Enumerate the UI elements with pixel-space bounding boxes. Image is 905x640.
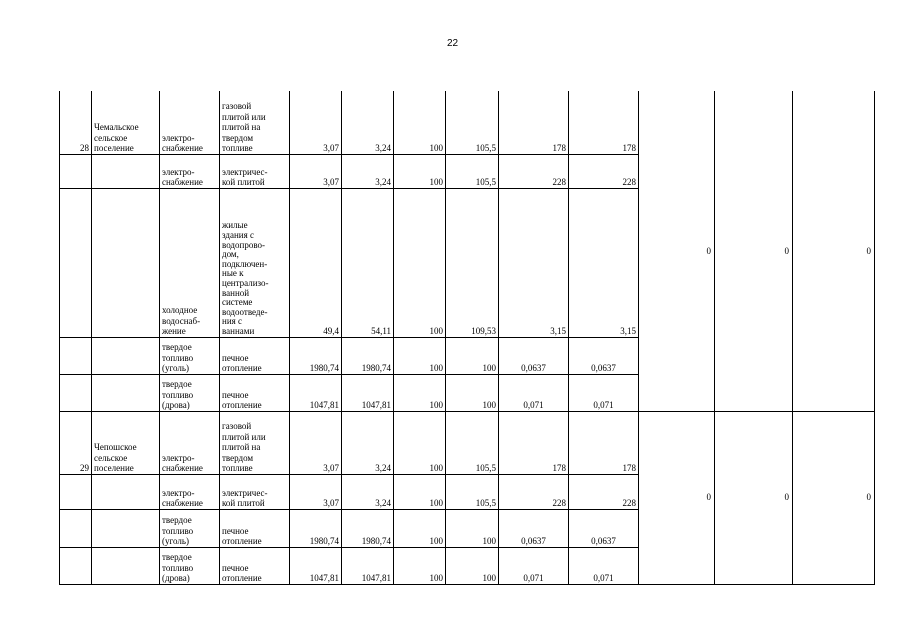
- value-cell: 0,071: [569, 547, 639, 584]
- settlement-name: [92, 374, 160, 411]
- service-cell: электро- снабжение: [160, 411, 220, 474]
- value-cell: 105,5: [446, 474, 499, 509]
- table-row: [60, 91, 875, 154]
- type-cell: газовой плитой или плитой на твердом топливе: [220, 91, 290, 154]
- type-cell: печное отопление: [220, 547, 290, 584]
- value-cell: 228: [499, 474, 569, 509]
- service-cell: холодное водоснаб- жение: [160, 188, 220, 337]
- value-cell: 3,24: [342, 474, 394, 509]
- value-cell: 0,0637: [569, 337, 639, 374]
- service-cell: электро- снабжение: [160, 474, 220, 509]
- service-cell: электро- снабжение: [160, 154, 220, 188]
- settlement-name: Чемальское сельское поселение: [92, 91, 160, 154]
- value-cell: 100: [446, 547, 499, 584]
- settlement-name: [92, 547, 160, 584]
- service-cell: твердое топливо (уголь): [160, 337, 220, 374]
- row-number: 29: [60, 411, 92, 474]
- summary-cell: 0: [715, 411, 793, 584]
- service-cell: твердое топливо (уголь): [160, 509, 220, 547]
- table-row: [60, 411, 875, 474]
- row-number: 28: [60, 91, 92, 154]
- value-cell: 0,071: [499, 547, 569, 584]
- value-cell: 1980,74: [342, 509, 394, 547]
- type-cell: печное отопление: [220, 509, 290, 547]
- value-cell: 105,5: [446, 411, 499, 474]
- value-cell: 100: [394, 337, 446, 374]
- value-cell: 3,24: [342, 411, 394, 474]
- value-cell: 3,07: [290, 154, 342, 188]
- value-cell: 1980,74: [342, 337, 394, 374]
- value-cell: 105,5: [446, 91, 499, 154]
- page-number: 22: [446, 38, 459, 49]
- value-cell: 1047,81: [290, 547, 342, 584]
- row-number: [60, 547, 92, 584]
- settlement-name: [92, 154, 160, 188]
- value-cell: 1047,81: [342, 547, 394, 584]
- tariff-table: [59, 91, 875, 585]
- type-cell: печное отопление: [220, 374, 290, 411]
- type-cell: электричес- кой плитой: [220, 474, 290, 509]
- value-cell: 100: [394, 509, 446, 547]
- row-number: [60, 154, 92, 188]
- value-cell: 228: [569, 154, 639, 188]
- type-cell: печное отопление: [220, 337, 290, 374]
- value-cell: 100: [446, 509, 499, 547]
- value-cell: 3,15: [499, 188, 569, 337]
- value-cell: 100: [394, 547, 446, 584]
- value-cell: 54,11: [342, 188, 394, 337]
- settlement-name: [92, 509, 160, 547]
- type-cell: жилые здания с водопрово- дом, подключен- ные к централизо- ванной системе водоотведе- ния с ваннами: [220, 188, 290, 337]
- value-cell: 178: [499, 411, 569, 474]
- settlement-name: [92, 188, 160, 337]
- value-cell: 178: [569, 411, 639, 474]
- type-cell: газовой плитой или плитой на твердом топливе: [220, 411, 290, 474]
- service-cell: твердое топливо (дрова): [160, 374, 220, 411]
- type-cell: электричес- кой плитой: [220, 154, 290, 188]
- value-cell: 105,5: [446, 154, 499, 188]
- value-cell: 100: [394, 411, 446, 474]
- value-cell: 100: [446, 337, 499, 374]
- value-cell: 3,07: [290, 411, 342, 474]
- value-cell: 1980,74: [290, 509, 342, 547]
- value-cell: 109,53: [446, 188, 499, 337]
- value-cell: 100: [394, 188, 446, 337]
- value-cell: 3,15: [569, 188, 639, 337]
- row-number: [60, 474, 92, 509]
- value-cell: 3,07: [290, 474, 342, 509]
- value-cell: 1980,74: [290, 337, 342, 374]
- value-cell: 178: [569, 91, 639, 154]
- value-cell: 3,24: [342, 91, 394, 154]
- summary-cell: 0: [715, 91, 793, 411]
- value-cell: 100: [446, 374, 499, 411]
- value-cell: 0,0637: [569, 509, 639, 547]
- value-cell: 0,071: [569, 374, 639, 411]
- settlement-name: Чепошское сельское поселение: [92, 411, 160, 474]
- row-number: [60, 337, 92, 374]
- row-number: [60, 509, 92, 547]
- summary-cell: 0: [639, 411, 715, 584]
- row-number: [60, 188, 92, 337]
- value-cell: 178: [499, 91, 569, 154]
- value-cell: 228: [569, 474, 639, 509]
- service-cell: электро- снабжение: [160, 91, 220, 154]
- value-cell: 0,071: [499, 374, 569, 411]
- summary-cell: 0: [793, 411, 875, 584]
- value-cell: 3,07: [290, 91, 342, 154]
- settlement-name: [92, 337, 160, 374]
- value-cell: 0,0637: [499, 337, 569, 374]
- value-cell: 100: [394, 474, 446, 509]
- value-cell: 49,4: [290, 188, 342, 337]
- value-cell: 100: [394, 374, 446, 411]
- settlement-name: [92, 474, 160, 509]
- service-cell: твердое топливо (дрова): [160, 547, 220, 584]
- value-cell: 0,0637: [499, 509, 569, 547]
- summary-cell: 0: [793, 91, 875, 411]
- summary-cell: 0: [639, 91, 715, 411]
- value-cell: 228: [499, 154, 569, 188]
- value-cell: 1047,81: [342, 374, 394, 411]
- value-cell: 100: [394, 91, 446, 154]
- value-cell: 3,24: [342, 154, 394, 188]
- row-number: [60, 374, 92, 411]
- value-cell: 1047,81: [290, 374, 342, 411]
- value-cell: 100: [394, 154, 446, 188]
